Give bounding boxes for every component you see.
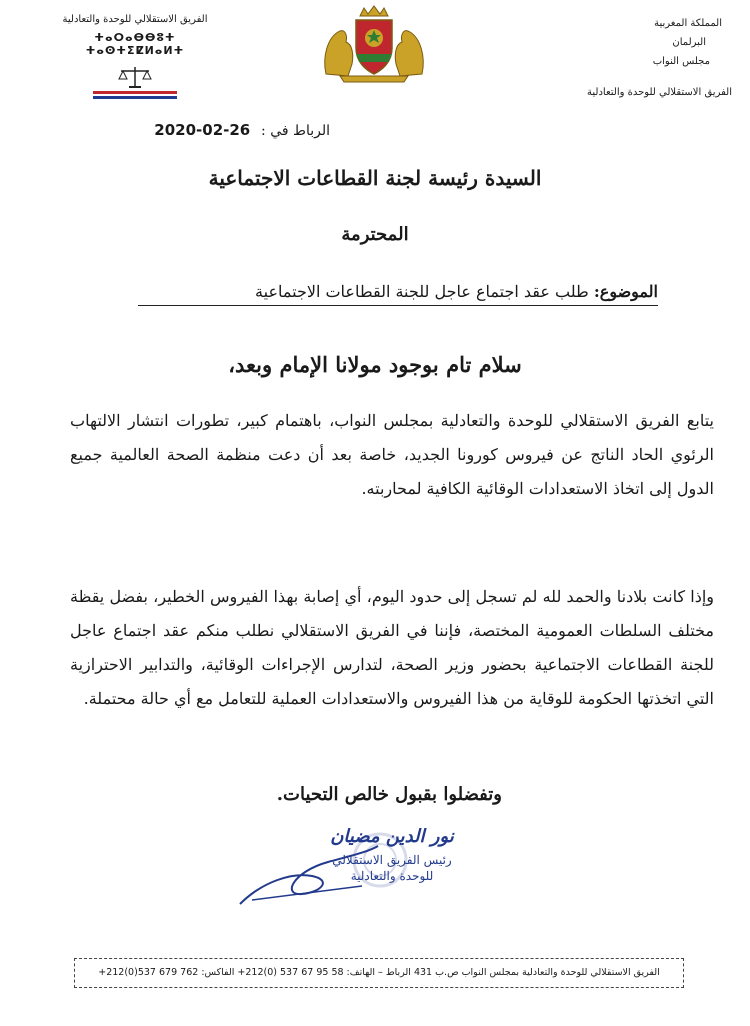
- greeting: سلام تام بوجود مولانا الإمام وبعد،: [228, 352, 522, 377]
- group-label: الفريق الاستقلالي للوحدة والتعادلية: [587, 87, 732, 98]
- signatory-title-2: للوحدة والتعادلية: [350, 869, 434, 883]
- handwritten-signature-icon: [232, 842, 382, 912]
- subject-line: [138, 282, 658, 306]
- body-paragraph-1: يتابع الفريق الاستقلالي للوحدة والتعادلية بمجلس النواب، باهتمام كبير، تطورات انتشار الالتهاب الرئوي الحاد الناتج عن فيروس كورونا الجديد، خاصة بعد أن دعت منظمة الصحة العالمية جميع الدول إلى اتخاذ الاستعدادات الوقائية الكافية لمحاربته.: [70, 411, 714, 498]
- subject-label: الموضوع:: [593, 282, 658, 301]
- date-label: الرباط في :: [261, 123, 330, 139]
- royal-emblem-icon: [318, 4, 430, 84]
- header-left: [60, 14, 210, 99]
- closing-line: وتفضلوا بقبول خالص التحيات.: [276, 784, 502, 805]
- recipient: السيدة رئيسة لجنة القطاعات الاجتماعية: [208, 166, 542, 190]
- blue-rule: [93, 96, 177, 99]
- footer-contact: الفريق الاستقلالي للوحدة والتعادلية بمجلس النواب ص.ب 431 الرباط – الهاتف: 58 95 67 537 (0)212+ الفاكس: 762 679 537(0)212+: [74, 958, 684, 988]
- date-value: 2020-02-26: [154, 121, 251, 139]
- date-line: [100, 121, 330, 139]
- kingdom-label: المملكة المغربية: [654, 18, 722, 29]
- parliament-label: البرلمان: [672, 37, 706, 48]
- body-paragraph-2: وإذا كانت بلادنا والحمد لله لم تسجل إلى حدود اليوم، أي إصابة بهذا الفيروس الخطير، بفضل يقظة مختلف السلطات العمومية المختصة، فإننا في الفريق الاستقلالي نطلب منكم عقد اجتماع عاجل للجنة القطاعات الاجتماعية بحضور وزير الصحة، لتدارس الإجراءات الوقائية، والتدابير الاحترازية التي اتخذتها الحكومة للوقاية من هذا الفيروس والاستعدادات العملية للتعامل مع أي حالة محتملة.: [70, 587, 714, 708]
- signatory-title: رئيس الفريق الاستقلالي: [332, 853, 452, 867]
- group-label-tifinagh: ⵜⴰⵔⴰⴱⴱⵓⵜ ⵜⴰⵙⵜⵉⵇⵍⴰⵍⵜ: [85, 31, 185, 57]
- signatory-name: نور الدين مضيان: [330, 826, 454, 847]
- house-label: مجلس النواب: [652, 56, 710, 67]
- honorific: المحترمة: [341, 224, 409, 245]
- group-label-left: الفريق الاستقلالي للوحدة والتعادلية: [62, 14, 208, 25]
- subject-text: طلب عقد اجتماع عاجل للجنة القطاعات الاجتماعية: [255, 282, 589, 301]
- scales-of-justice-icon: [117, 65, 153, 89]
- red-rule: [93, 91, 177, 94]
- header-right: [532, 14, 732, 102]
